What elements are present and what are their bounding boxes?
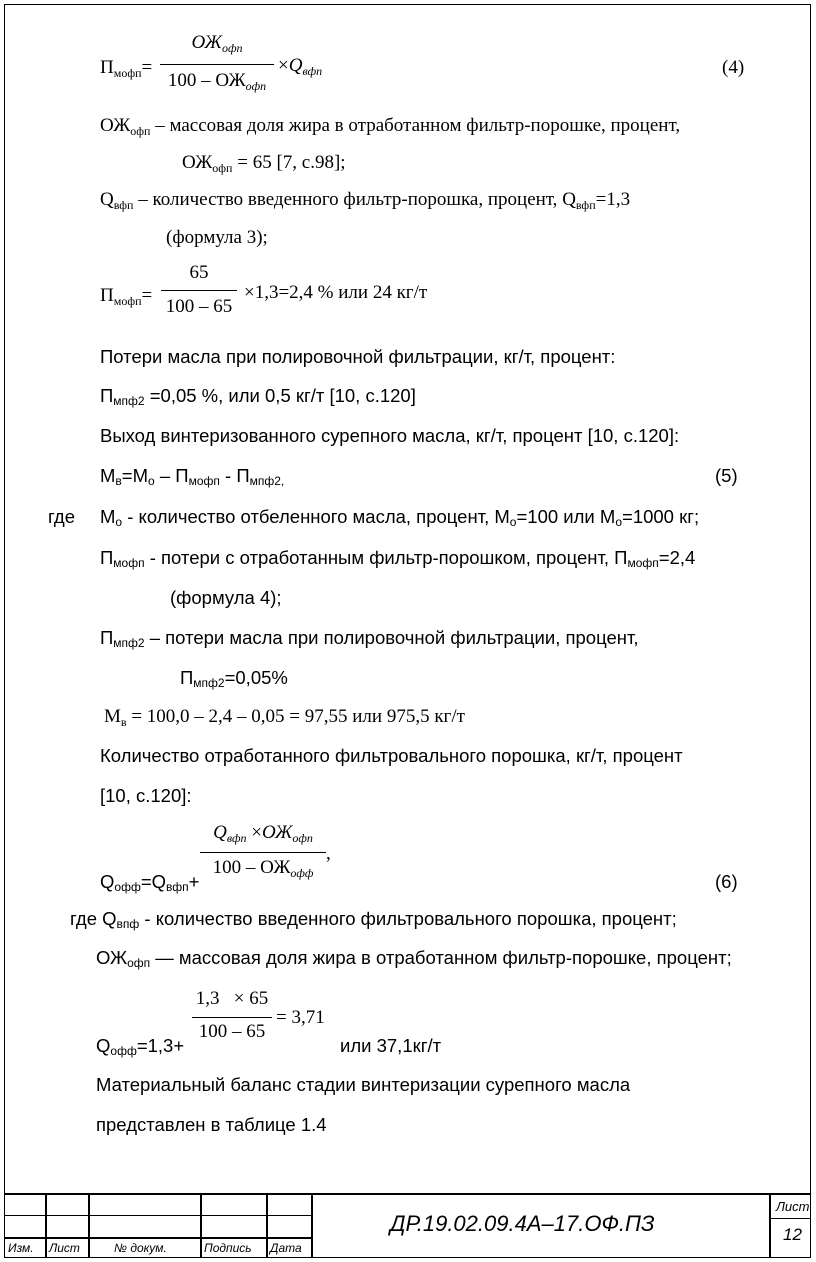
fraction: 65 100 – 65 — [161, 262, 237, 324]
col-list: Лист — [49, 1241, 80, 1255]
q-sub: вфп — [302, 64, 323, 78]
den-main: 100 – ОЖ — [167, 70, 246, 91]
sheet-number: 12 — [783, 1225, 802, 1244]
fraction — [160, 32, 274, 102]
where-qvpf: где Qвпф - количество введенного фильтровального порошка, процент; — [70, 908, 677, 931]
result-tail: или 37,1кг/т — [340, 1035, 442, 1056]
definition-q: $Q_{вфп}$ – количество введенного фильтр-порошка, процент, $Q_{вфп}=1,3$ — [100, 189, 631, 212]
col-izm: Изм. — [8, 1241, 34, 1255]
where-oj: ОЖофп — массовая доля жира в отработанном фильтр-порошке, процент; — [96, 947, 732, 970]
where-pmofp: Пмофп - потери с отработанным фильтр-порошком, процент, Пмофп=2,4 — [100, 547, 696, 570]
line-mpf2: Пмпф2 =0,05 %, или 0,5 кг/т [10, с.120] — [100, 385, 416, 408]
times-sign: × — [278, 55, 289, 76]
paragraph-filter-cont: [10, с.120]: — [100, 785, 192, 806]
formula-number: (5) — [715, 465, 738, 486]
formula-5: Мв=Мо – Пмофп - Пмпф2, — [100, 465, 285, 488]
den-sub: офп — [245, 79, 267, 93]
result: = 3,71 — [276, 1007, 325, 1028]
col-doc-number: № докум. — [114, 1241, 167, 1255]
paragraph-yield: Выход винтеризованного сурепного масла, кг/т, процент [10, с.120]: — [100, 425, 680, 446]
formula-number: (4) — [722, 57, 745, 78]
q-main: Q — [288, 55, 303, 76]
num-main: ОЖ — [191, 32, 222, 53]
fraction: $Q_{вфп} \times ОЖ_{офп}$ $100 - ОЖ_{офф}$ — [200, 822, 326, 884]
fraction: 1,3 × 65 100 – 65 — [192, 988, 272, 1048]
fraction-bar — [161, 290, 237, 291]
paragraph-filter: Количество отработанного фильтровального порошка, кг/т, процент — [100, 745, 683, 766]
where-label: где — [48, 506, 76, 527]
num-sub: офп — [221, 41, 243, 55]
document-code: ДР.19.02.09.4А–17.ОФ.ПЗ — [390, 1211, 655, 1236]
comma: , — [326, 843, 331, 864]
definition-oj: $ОЖ_{офп}$ – массовая доля жира в отработанном фильтр-порошке, процент, — [100, 115, 681, 138]
where-pmofp-cont: (формула 4); — [170, 587, 282, 608]
value-oj: $ОЖ_{офп} = 65$ [7, с.98]; — [182, 152, 346, 175]
fraction-bar — [192, 1017, 272, 1018]
fraction-bar — [160, 64, 274, 65]
sym-main: П — [100, 57, 114, 78]
col-signature: Подпись — [204, 1241, 252, 1255]
paragraph-balance: Материальный баланс стадии винтеризации сурепного масла — [96, 1074, 631, 1095]
where-mo: Мо - количество отбеленного масла, процент, Мо=100 или Мо=1000 кг; — [100, 506, 700, 529]
fraction-bar — [200, 852, 326, 853]
sym-sub: мофп — [113, 66, 142, 80]
where-pmpf2: Пмпф2 – потери масла при полировочной фильтрации, процент, — [100, 627, 639, 650]
paragraph-balance-cont: представлен в таблице 1.4 — [96, 1114, 327, 1135]
paragraph-losses: Потери масла при полировочной фильтрации, кг/т, процент: — [100, 346, 616, 367]
where-pmpf2-value: Пмпф2=0,05% — [180, 667, 288, 690]
definition-q-cont: (формула 3); — [166, 227, 268, 248]
sheet-label: Лист — [776, 1199, 810, 1214]
formula-number: (6) — [715, 871, 738, 892]
eq-sign: = — [141, 57, 153, 78]
calc-formula-5: $М_в = 100,0 - 2,4 - 0,05 = 97,55$ или 975,5 кг/т — [104, 706, 465, 729]
col-date: Дата — [270, 1241, 302, 1255]
